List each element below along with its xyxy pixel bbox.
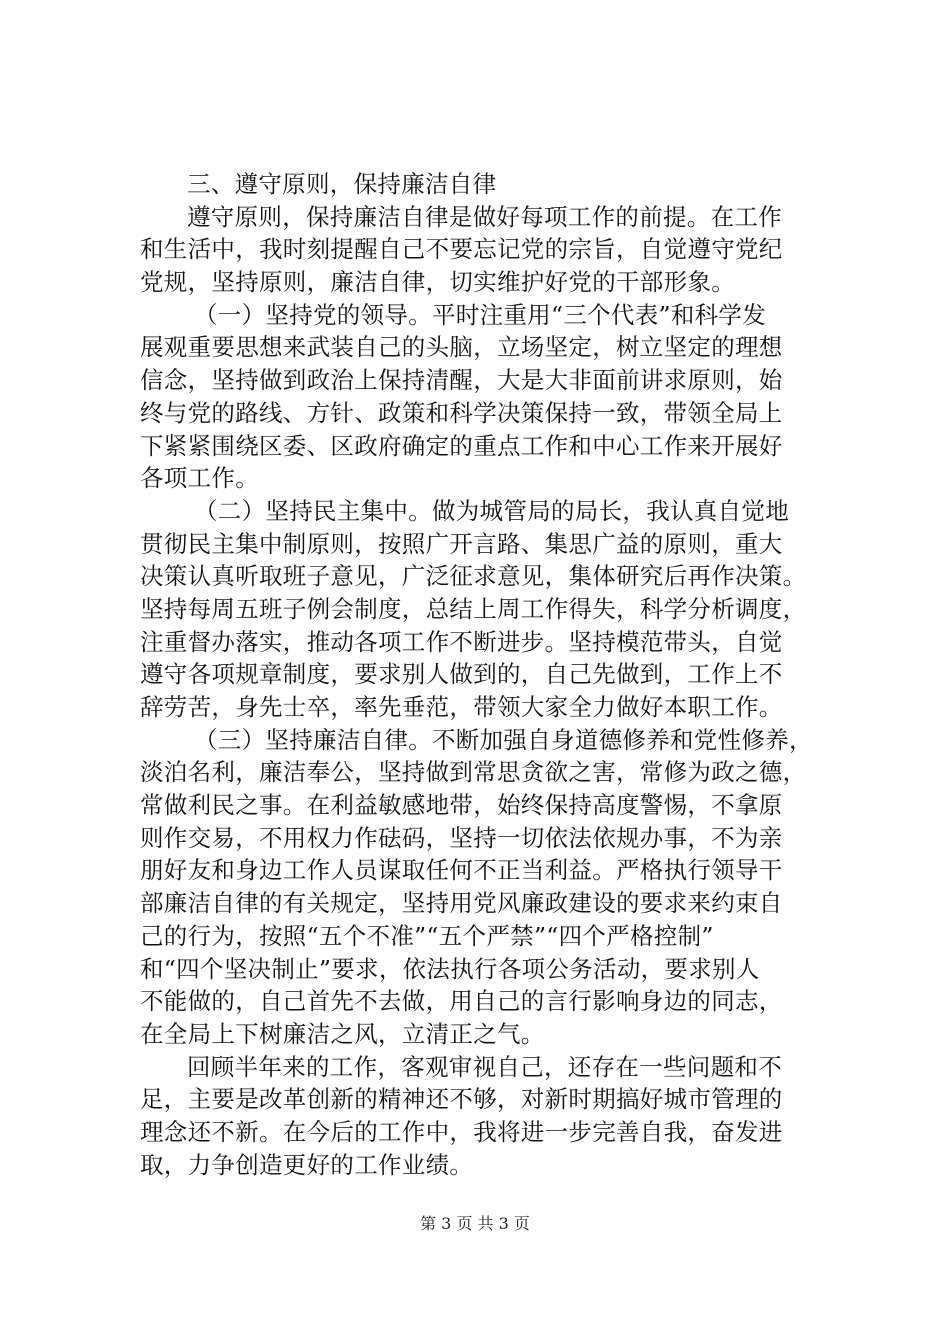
subsection-line: （二）坚持民主集中。做为城管局的局长，我认真自觉地: [194, 496, 789, 525]
text-line: 决策认真听取班子意见，广泛征求意见，集体研究后再作决策。: [140, 562, 807, 591]
text-line: 部廉洁自律的有关规定，坚持用党风廉政建设的要求来约束自: [140, 889, 783, 918]
text-line: 不能做的，自己首先不去做，用自己的言行影响身边的同志，: [140, 987, 783, 1016]
text-line: 坚持每周五班子例会制度，总结上周工作得失，科学分析调度，: [140, 594, 807, 623]
text-line: 贯彻民主集中制原则，按照广开言路、集思广益的原则，重大: [140, 529, 783, 558]
text-line: 朋好友和身边工作人员谋取任何不正当利益。严格执行领导干: [140, 856, 783, 885]
text-line: 则作交易，不用权力作砝码，坚持一切依法依规办事，不为亲: [140, 823, 783, 852]
page-number-footer: 第 3 页 共 3 页: [420, 1214, 530, 1233]
text-line: 和生活中，我时刻提醒自己不要忘记党的宗旨，自觉遵守党纪: [140, 235, 783, 264]
text-line: 注重督办落实，推动各项工作不断进步。坚持模范带头，自觉: [140, 627, 783, 656]
text-line: 各项工作。: [140, 464, 259, 493]
text-line: 党规，坚持原则，廉洁自律，切实维护好党的干部形象。: [140, 268, 735, 297]
text-line: 遵守各项规章制度，要求别人做到的，自己先做到，工作上不: [140, 660, 783, 689]
text-line: 常做利民之事。在利益敏感地带，始终保持高度警惕，不拿原: [140, 791, 783, 820]
text-line: 理念还不新。在今后的工作中，我将进一步完善自我，奋发进: [140, 1117, 783, 1146]
text-line: 遵守原则，保持廉洁自律是做好每项工作的前提。在工作: [187, 202, 782, 231]
text-line: 回顾半年来的工作，客观审视自己，还存在一些问题和不: [187, 1052, 782, 1081]
text-line: 和“四个坚决制止”要求，依法执行各项公务活动，要求别人: [140, 954, 760, 983]
text-line: 在全局上下树廉洁之风，立清正之气。: [140, 1019, 545, 1048]
text-line: 己的行为，按照“五个不准”“五个严禁”“四个严格控制”: [140, 921, 714, 950]
text-line: 取，力争创造更好的工作业绩。: [140, 1150, 474, 1179]
text-line: 终与党的路线、方针、政策和科学决策保持一致，带领全局上: [140, 398, 783, 427]
subsection-line: （三）坚持廉洁自律。不断加强自身道德修养和党性修养，: [194, 725, 813, 754]
text-line: 辞劳苦，身先士卒，率先垂范，带领大家全力做好本职工作。: [140, 693, 783, 721]
document-body: [140, 168, 840, 1181]
subsection-line: （一）坚持党的领导。平时注重用“三个代表”和科学发: [194, 300, 767, 329]
section-heading: 三、遵守原则，保持廉洁自律: [187, 170, 497, 198]
text-line: 淡泊名利，廉洁奉公，坚持做到常思贪欲之害，常修为政之德，: [140, 758, 807, 787]
text-line: 展观重要思想来武装自己的头脑，立场坚定，树立坚定的理想: [140, 333, 783, 362]
text-line: 足，主要是改革创新的精神还不够，对新时期搞好城市管理的: [140, 1085, 783, 1114]
text-line: 下紧紧围绕区委、区政府确定的重点工作和中心工作来开展好: [140, 431, 783, 460]
text-line: 信念，坚持做到政治上保持清醒，大是大非面前讲求原则，始: [140, 366, 783, 395]
